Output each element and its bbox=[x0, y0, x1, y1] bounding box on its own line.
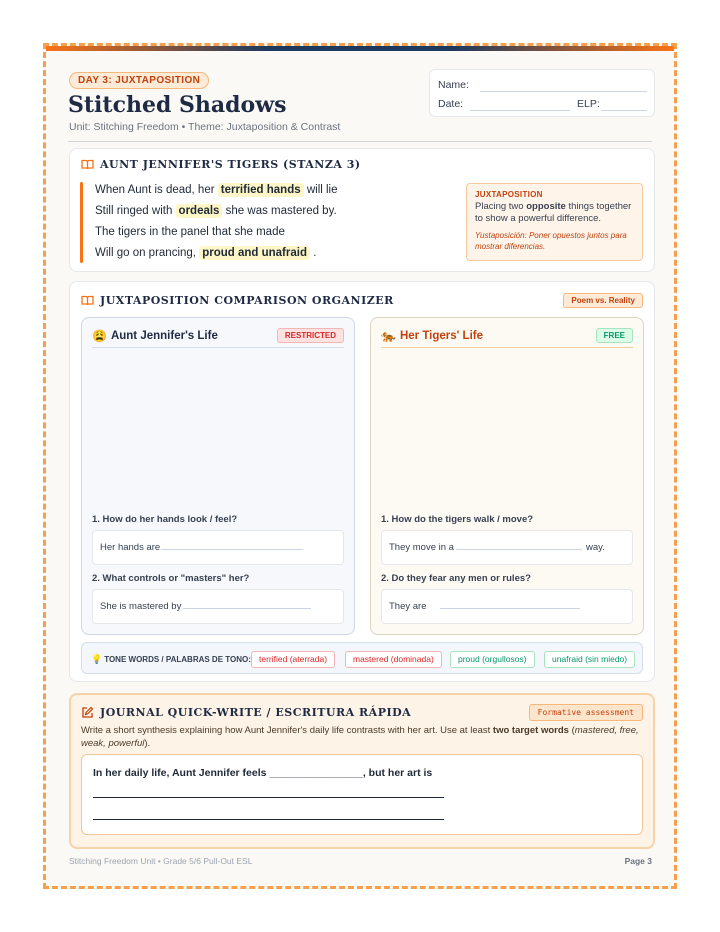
name-field[interactable] bbox=[480, 91, 647, 92]
date-label: Date: bbox=[438, 98, 464, 110]
journal-prompt bbox=[93, 767, 432, 779]
answer-starter: She is mastered by bbox=[100, 601, 182, 612]
formative-assessment-tag: Formative assessment bbox=[529, 704, 643, 721]
poem-line-text: will lie bbox=[303, 184, 338, 196]
poem-line-text: Will go on prancing, bbox=[95, 247, 200, 259]
poem-line-2 bbox=[95, 205, 337, 217]
aunt-life-column bbox=[81, 317, 355, 635]
tone-chip-terrified: terrified (aterrada) bbox=[251, 651, 335, 668]
tone-words-label-text: TONE WORDS / PALABRAS DE TONO: bbox=[104, 655, 251, 664]
poem-heading-text: AUNT JENNIFER'S TIGERS (STANZA 3) bbox=[100, 158, 361, 171]
poem-line-3 bbox=[95, 226, 285, 238]
page-title: Stitched Shadows bbox=[68, 92, 287, 118]
footer-unit-text: Stitching Freedom Unit • Grade 5/6 Pull-Out ESL bbox=[69, 856, 253, 866]
aunt-question-1: 1. How do her hands look / feel? bbox=[92, 514, 238, 525]
answer-starter: Her hands are bbox=[100, 542, 161, 553]
aunt-life-title bbox=[92, 329, 218, 343]
tone-chip-mastered: mastered (dominada) bbox=[345, 651, 442, 668]
writing-line-1[interactable] bbox=[93, 797, 444, 798]
pencil-square-icon bbox=[81, 706, 94, 719]
poem-card bbox=[69, 148, 655, 272]
definition-text-part: Placing two bbox=[475, 201, 527, 212]
tone-words-bar bbox=[81, 642, 643, 674]
instructions-bold: two target words bbox=[492, 725, 569, 736]
column-divider bbox=[92, 347, 344, 348]
answer-starter: They move in a bbox=[389, 542, 454, 553]
free-badge: FREE bbox=[596, 328, 633, 343]
journal-instructions bbox=[81, 724, 641, 750]
definition-box bbox=[466, 183, 643, 261]
poem-line-text: The tigers in the panel that she made bbox=[95, 226, 285, 238]
tigers-life-column bbox=[370, 317, 644, 635]
worksheet-page bbox=[43, 43, 677, 889]
poem-highlight: terrified hands bbox=[218, 183, 304, 197]
page-subtitle: Unit: Stitching Freedom • Theme: Juxtaposition & Contrast bbox=[69, 121, 341, 133]
prompt-text: , but her art is bbox=[362, 767, 433, 779]
organizer-card bbox=[69, 281, 655, 682]
answer-starter: They are bbox=[389, 601, 427, 612]
page-number: Page 3 bbox=[624, 856, 652, 866]
journal-heading-text: JOURNAL QUICK-WRITE / ESCRITURA RÁPIDA bbox=[100, 706, 412, 719]
writing-line-2[interactable] bbox=[93, 819, 444, 820]
tigers-answer-2[interactable] bbox=[381, 589, 633, 624]
day-pill: DAY 3: JUXTAPOSITION bbox=[69, 72, 209, 89]
aunt-answer-2[interactable] bbox=[92, 589, 344, 624]
prompt-blank: ________________ bbox=[269, 767, 363, 779]
answer-blank bbox=[183, 608, 311, 609]
instructions-text: ). bbox=[144, 738, 151, 749]
book-icon bbox=[81, 295, 94, 306]
poem-line-text: Still ringed with bbox=[95, 205, 176, 217]
organizer-heading-text: JUXTAPOSITION COMPARISON ORGANIZER bbox=[100, 294, 394, 307]
poem-line-1 bbox=[95, 184, 338, 196]
poem-line-text: . bbox=[313, 247, 317, 259]
tiger-icon: 🐅 bbox=[381, 329, 396, 343]
prompt-text: In her daily life, Aunt Jennifer feels bbox=[93, 767, 270, 779]
aunt-answer-1[interactable] bbox=[92, 530, 344, 565]
poem-heading bbox=[81, 158, 361, 171]
top-accent-bar bbox=[46, 46, 674, 51]
instructions-text: Write a short synthesis explaining how Aunt Jennifer's daily life contrasts with her art. Use at least bbox=[81, 725, 493, 736]
poem-line-text: When Aunt is dead, her bbox=[95, 184, 218, 196]
answer-blank bbox=[456, 549, 582, 550]
poem-line-text: she was mastered by. bbox=[222, 205, 337, 217]
definition-spanish: Yustaposición: Poner opuestos juntos para mostrar diferencias. bbox=[475, 231, 627, 251]
book-icon bbox=[81, 159, 94, 170]
tigers-answer-1[interactable] bbox=[381, 530, 633, 565]
definition-text bbox=[475, 201, 634, 225]
journal-card bbox=[69, 693, 655, 849]
aunt-question-2: 2. What controls or "masters" her? bbox=[92, 573, 250, 584]
poem-highlight: proud and unafraid bbox=[199, 246, 310, 260]
definition-title: JUXTAPOSITION bbox=[475, 190, 543, 199]
poem-accent-bar bbox=[80, 182, 83, 263]
definition-bold: opposite bbox=[526, 201, 566, 212]
tigers-life-title-text: Her Tigers' Life bbox=[399, 330, 484, 342]
instructions-italic: mastered, free, weak, powerful bbox=[81, 725, 639, 749]
date-field[interactable] bbox=[470, 110, 570, 111]
tone-words-label bbox=[91, 654, 251, 665]
header-divider bbox=[68, 141, 652, 142]
elp-label: ELP: bbox=[577, 98, 600, 110]
journal-response-box[interactable] bbox=[81, 754, 643, 835]
journal-heading bbox=[81, 706, 411, 719]
tone-chip-proud: proud (orgullosos) bbox=[450, 651, 535, 668]
answer-blank bbox=[161, 549, 303, 550]
student-info-box bbox=[429, 69, 655, 117]
name-label: Name: bbox=[438, 79, 469, 91]
aunt-life-title-text: Aunt Jennifer's Life bbox=[110, 330, 218, 342]
elp-field[interactable] bbox=[601, 110, 647, 111]
definition-text-part: things together to show a powerful difference. bbox=[475, 201, 632, 224]
tigers-question-1: 1. How do the tigers walk / move? bbox=[381, 514, 534, 525]
poem-vs-reality-tag: Poem vs. Reality bbox=[563, 293, 643, 308]
organizer-heading bbox=[81, 294, 394, 307]
tigers-question-2: 2. Do they fear any men or rules? bbox=[381, 573, 531, 584]
lightbulb-icon: 💡 bbox=[91, 654, 103, 664]
tigers-life-title bbox=[381, 329, 483, 343]
poem-line-4 bbox=[95, 247, 316, 259]
instructions-text: ( bbox=[568, 725, 575, 736]
column-divider bbox=[381, 347, 633, 348]
poem-highlight: ordeals bbox=[176, 204, 223, 218]
restricted-badge: RESTRICTED bbox=[277, 328, 344, 343]
answer-blank bbox=[440, 608, 580, 609]
answer-ending: way. bbox=[586, 542, 605, 553]
tired-face-icon: 😩 bbox=[92, 329, 107, 343]
tone-chip-unafraid: unafraid (sin miedo) bbox=[544, 651, 635, 668]
